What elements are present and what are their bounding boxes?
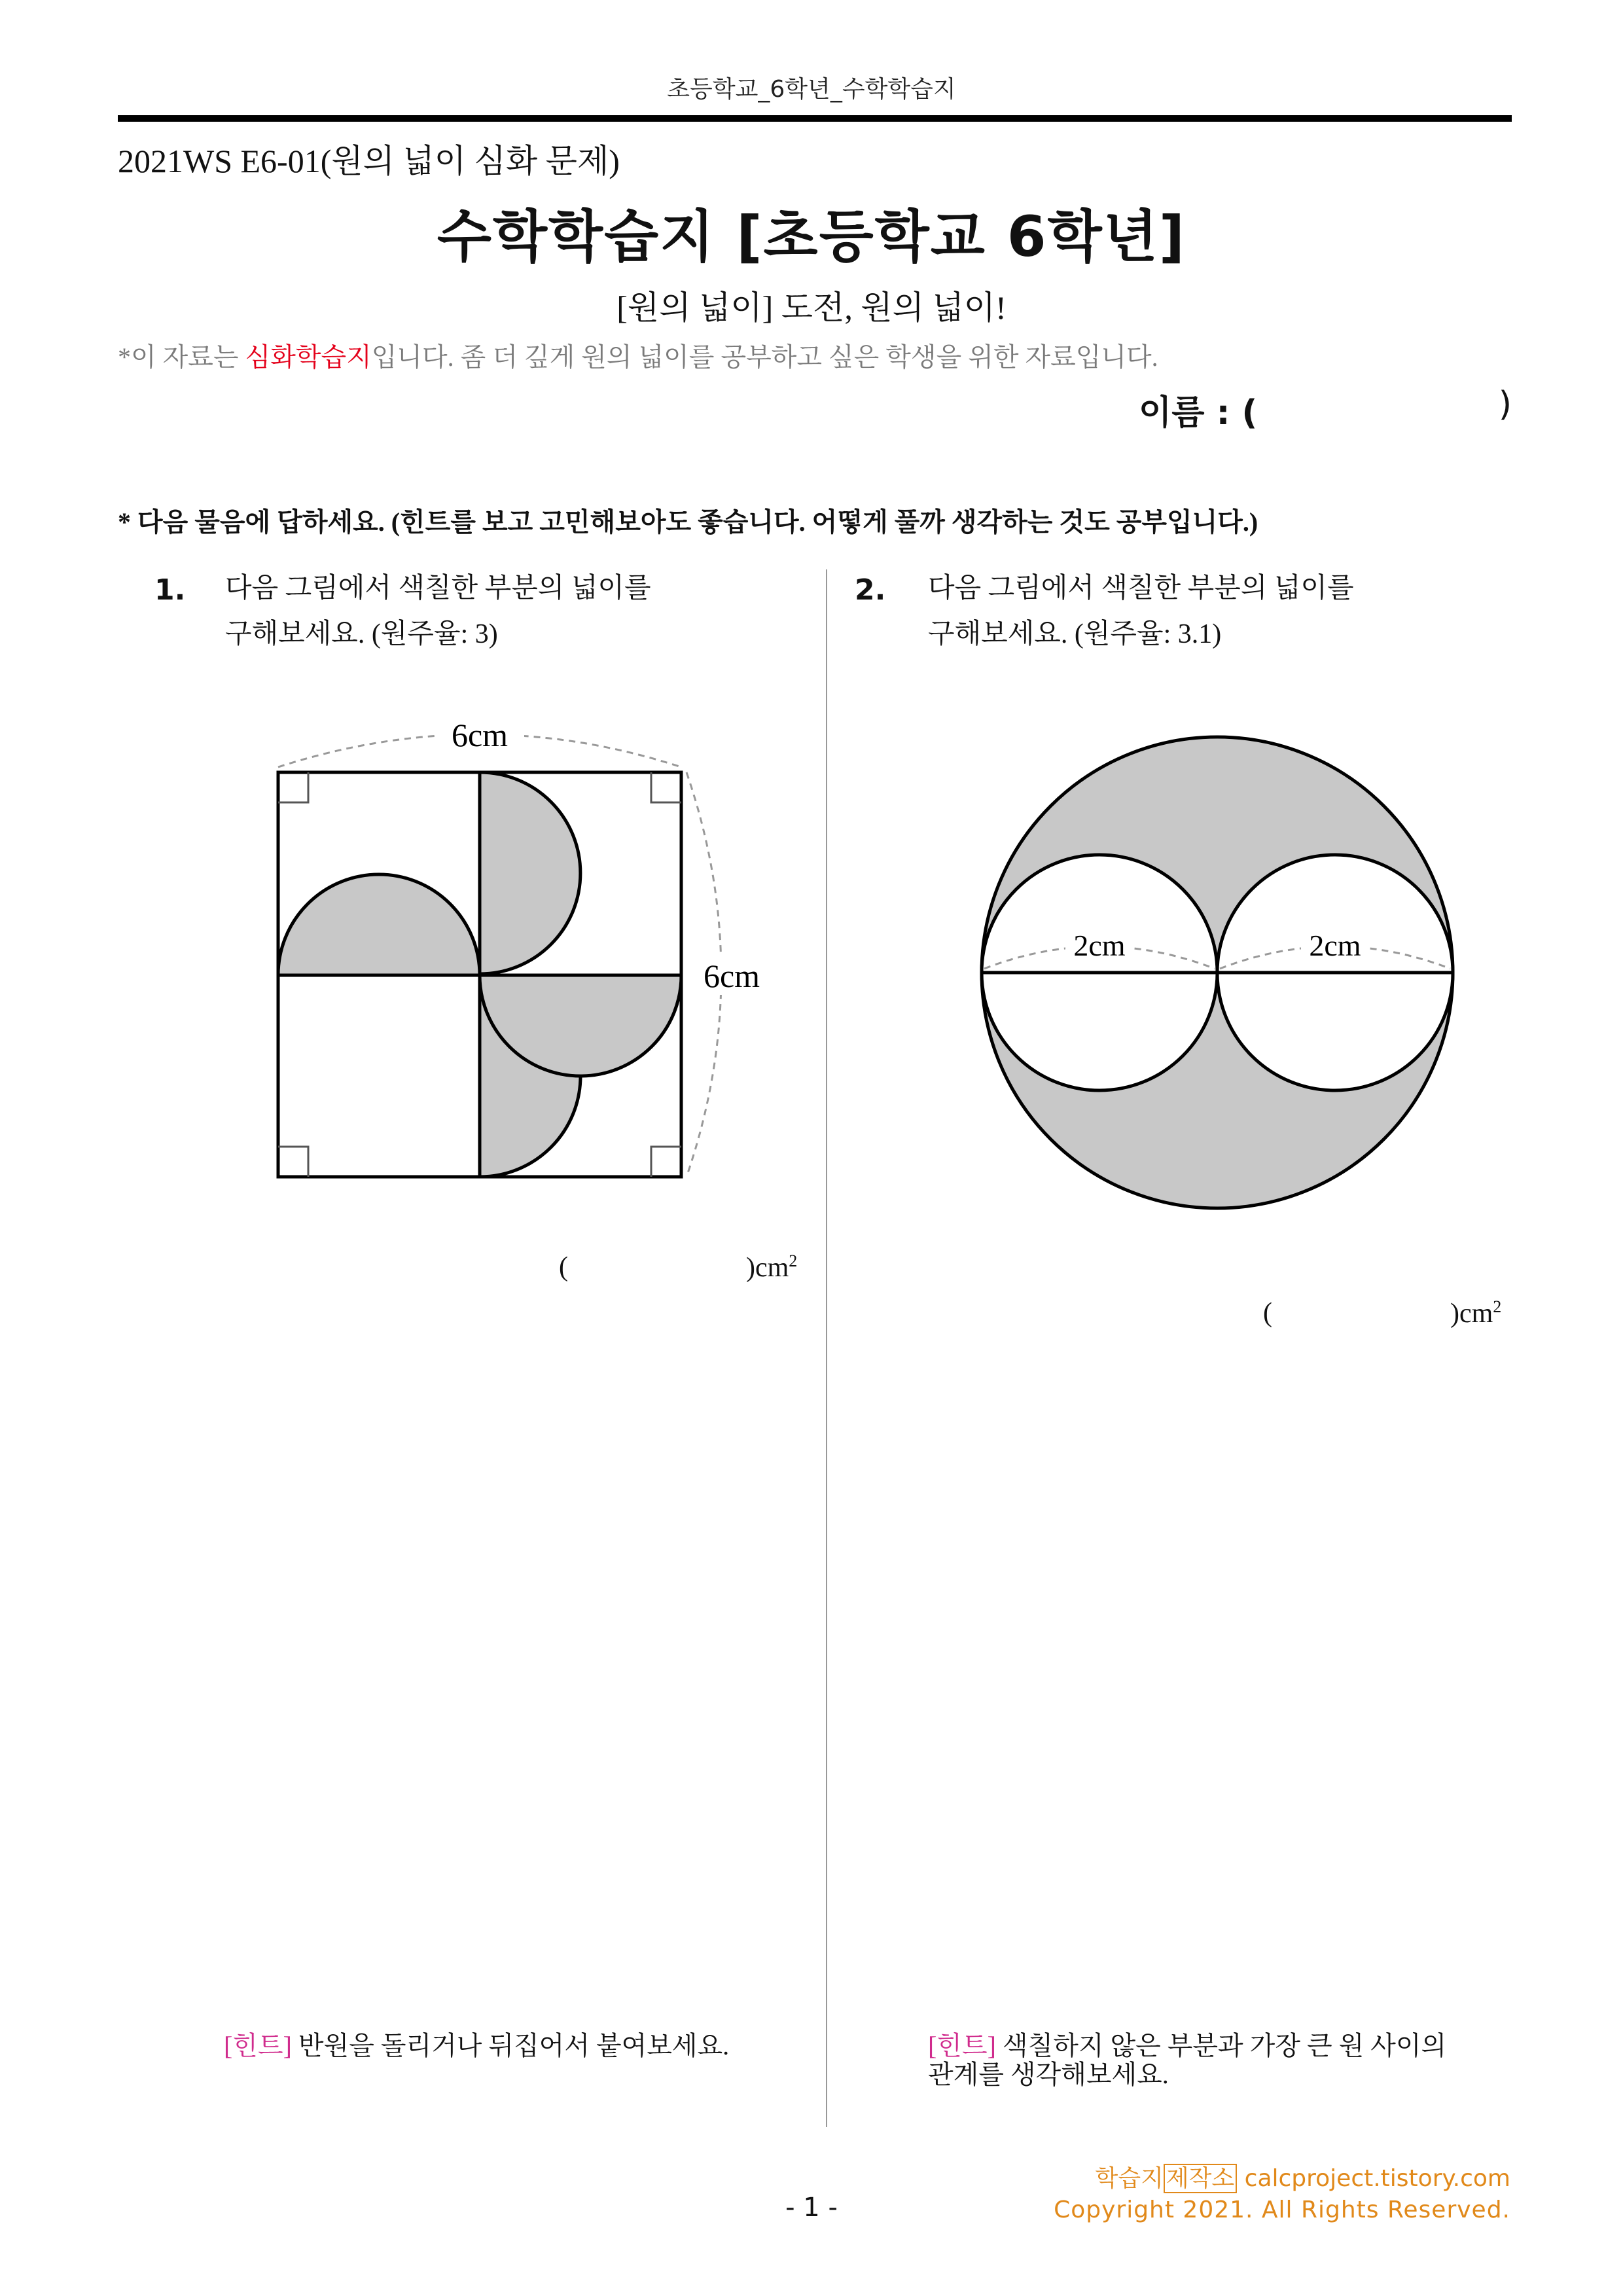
left-diameter-label: 2cm xyxy=(1073,929,1126,962)
brand-url: calcproject.tistory.com xyxy=(1237,2165,1510,2192)
material-note xyxy=(118,336,1158,374)
right-angle-mark-bl xyxy=(278,1147,308,1177)
problem-2-hint-line2: 관계를 생각해보세요. xyxy=(928,2060,1169,2089)
right-diameter-label: 2cm xyxy=(1309,929,1361,962)
right-angle-mark-tl xyxy=(278,772,308,802)
document-code: 2021WS E6-01(원의 넓이 심화 문제) xyxy=(118,143,620,179)
column-divider xyxy=(826,569,827,2127)
problem-2-hint xyxy=(928,2032,1517,2089)
top-dimension-label: 6cm xyxy=(451,717,508,753)
page-title: 수학학습지 [초등학교 6학년] xyxy=(437,204,1186,270)
problem-2-hint-tag: [힌트] xyxy=(928,2031,996,2060)
page-number: - 1 - xyxy=(785,2193,838,2223)
footer-brand xyxy=(1096,2160,1510,2193)
note-highlight: 심화학습지 xyxy=(245,342,372,372)
brand-part-b: 제작소 xyxy=(1164,2164,1237,2193)
running-header: 초등학교_6학년_수학학습지 xyxy=(667,76,956,103)
problem-1-hint xyxy=(224,2032,729,2060)
problem-1-answer-unit xyxy=(746,1251,797,1283)
note-prefix: *이 자료는 xyxy=(118,342,245,372)
problem-1-line1: 다음 그림에서 색칠한 부분의 넓이를 xyxy=(225,573,651,603)
side-dimension-label: 6cm xyxy=(703,958,760,994)
problem-2-answer-open: ( xyxy=(1263,1298,1272,1328)
problem-2-hint-line1: 색칠하지 않은 부분과 가장 큰 원 사이의 xyxy=(1002,2031,1447,2060)
problem-1-unit-sup: 2 xyxy=(789,1251,798,1270)
name-close: ) xyxy=(1498,385,1512,424)
note-suffix: 입니다. 좀 더 깊게 원의 넓이를 공부하고 싶은 학생을 위한 자료입니다. xyxy=(371,342,1158,372)
page-subtitle: [원의 넓이] 도전, 원의 넓이! xyxy=(616,289,1007,326)
problem-2-answer-unit xyxy=(1450,1297,1501,1329)
problem-2-unit-sup: 2 xyxy=(1493,1297,1502,1316)
name-field[interactable] xyxy=(1139,385,1512,434)
problem-1-text xyxy=(225,565,762,657)
right-angle-mark-br xyxy=(651,1147,681,1177)
problem-2-line2: 구해보세요. (원주율: 3.1) xyxy=(928,619,1222,649)
problem-2-number: 2. xyxy=(855,573,886,607)
problem-1-figure xyxy=(249,694,772,1198)
name-label: 이름 : ( xyxy=(1139,393,1258,433)
brand-part-a: 학습지 xyxy=(1095,2165,1164,2192)
problem-2-line1: 다음 그림에서 색칠한 부분의 넓이를 xyxy=(928,573,1354,603)
header-rule xyxy=(118,115,1512,122)
semicircle-upper-right xyxy=(480,772,580,974)
problem-1-hint-tag: [힌트] xyxy=(224,2031,292,2060)
problem-2-figure xyxy=(969,713,1466,1230)
right-angle-mark-tr xyxy=(651,772,681,802)
problem-2-unit: )cm xyxy=(1450,1299,1493,1329)
problem-2-text xyxy=(928,565,1465,657)
problem-1-answer-open: ( xyxy=(559,1252,568,1282)
problem-1-hint-text: 반원을 돌리거나 뒤집어서 붙여보세요. xyxy=(298,2031,730,2060)
problem-1-unit: )cm xyxy=(746,1253,789,1283)
problem-1-line2: 구해보세요. (원주율: 3) xyxy=(225,619,498,649)
footer-copyright: Copyright 2021. All Rights Reserved. xyxy=(1054,2197,1510,2223)
problem-1-number: 1. xyxy=(154,573,186,607)
instruction: * 다음 물음에 답하세요. (힌트를 보고 고민해보아도 좋습니다. 어떻게 풀까 생각하는 것도 공부입니다.) xyxy=(118,507,1258,537)
semicircle-upper-left xyxy=(278,874,480,975)
